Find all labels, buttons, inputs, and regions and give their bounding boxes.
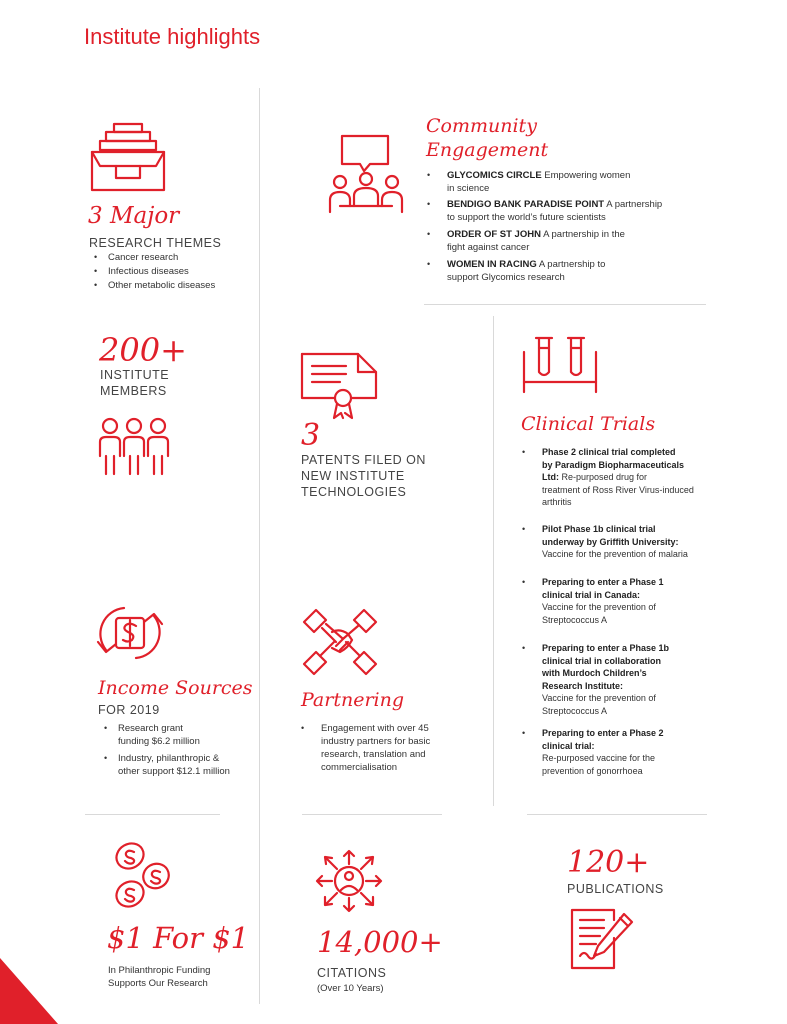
publications-label: PUBLICATIONS <box>567 882 664 896</box>
publications-big: 120+ <box>567 845 650 880</box>
partnering-title: Partnering <box>301 689 405 711</box>
citations-sub: (Over 10 Years) <box>317 983 384 994</box>
citation-network-icon <box>314 848 384 914</box>
list-item: • ORDER OF ST JOHN A partnership in the fight against cancer <box>427 229 625 253</box>
patent-certificate-icon <box>300 352 380 422</box>
list-item: • WOMEN IN RACING A partnership to support Glycomics research <box>427 259 606 283</box>
page-title: Institute highlights <box>84 24 261 49</box>
citations-label: CITATIONS <box>317 966 387 980</box>
divider-horizontal-2a <box>85 814 220 815</box>
list-item: • Pilot Phase 1b clinical trial underway by Griffith University: Vaccine for the prevention of malaria <box>522 524 688 559</box>
list-item: • Preparing to enter a Phase 1 clinical trial in Canada: Vaccine for the prevention of Streptococcus A <box>522 577 664 625</box>
clinical-title: Clinical Trials <box>521 413 656 435</box>
research-label: RESEARCH THEMES <box>89 236 222 250</box>
income-label: FOR 2019 <box>98 703 160 717</box>
list-item: • GLYCOMICS CIRCLE Empowering women in science <box>427 170 631 194</box>
divider-horizontal-2b <box>302 814 442 815</box>
patents-big: 3 <box>301 418 321 453</box>
document-pen-icon <box>570 908 636 972</box>
community-title-1: Community <box>426 115 537 137</box>
list-item: • Preparing to enter a Phase 2 clinical trial: Re-purposed vaccine for the prevention of gonorrhoea <box>522 728 664 776</box>
list-item: • Research grant funding $6.2 million <box>104 723 200 747</box>
list-item: • Phase 2 clinical trial completed by Paradigm Biopharmaceuticals Ltd: Re-purposed drug for treatment of Ross River Virus-induced arthritis <box>522 447 694 507</box>
list-item: • Industry, philanthropic & other support $12.1 million <box>104 753 230 777</box>
philanthropy-line-2: Supports Our Research <box>108 978 208 989</box>
patents-label-3: TECHNOLOGIES <box>301 485 407 499</box>
dollar-cycle-icon <box>94 600 166 666</box>
divider-vertical-left <box>259 88 260 1004</box>
corner-accent <box>0 958 58 1024</box>
test-tubes-icon <box>522 332 598 394</box>
community-title-2: Engagement <box>426 139 549 161</box>
research-big: 3 Major <box>88 203 180 229</box>
list-item: • Cancer research <box>94 252 179 263</box>
income-title: Income Sources <box>98 677 253 699</box>
coins-icon <box>108 840 174 910</box>
handshake-icon <box>302 608 378 678</box>
partnering-text: • Engagement with over 45 industry partners for basic research, translation and commercialisation <box>301 723 431 773</box>
members-label-2: MEMBERS <box>100 384 167 398</box>
members-label-1: INSTITUTE <box>100 368 170 382</box>
community-people-icon <box>326 134 406 214</box>
philanthropy-big: $1 For $1 <box>107 921 250 955</box>
patents-label-1: PATENTS FILED ON <box>301 453 426 467</box>
divider-vertical-right <box>493 316 494 806</box>
list-item: • Preparing to enter a Phase 1b clinical trial in collaboration with Murdoch Children’s Research Institute: Vaccine for the prevention of Streptococcus A <box>522 643 670 716</box>
patents-label-2: NEW INSTITUTE <box>301 469 405 483</box>
divider-horizontal-1 <box>424 304 706 305</box>
philanthropy-line-1: In Philanthropic Funding <box>108 965 211 976</box>
list-item: • Other metabolic diseases <box>94 280 216 291</box>
divider-horizontal-2c <box>527 814 707 815</box>
citations-big: 14,000+ <box>317 925 443 959</box>
drawer-icon <box>88 120 168 192</box>
members-big: 200+ <box>99 331 187 369</box>
list-item: • BENDIGO BANK PARADISE POINT A partnership to support the world’s future scientists <box>427 199 663 223</box>
list-item: • Infectious diseases <box>94 266 189 277</box>
members-people-icon <box>98 416 180 476</box>
